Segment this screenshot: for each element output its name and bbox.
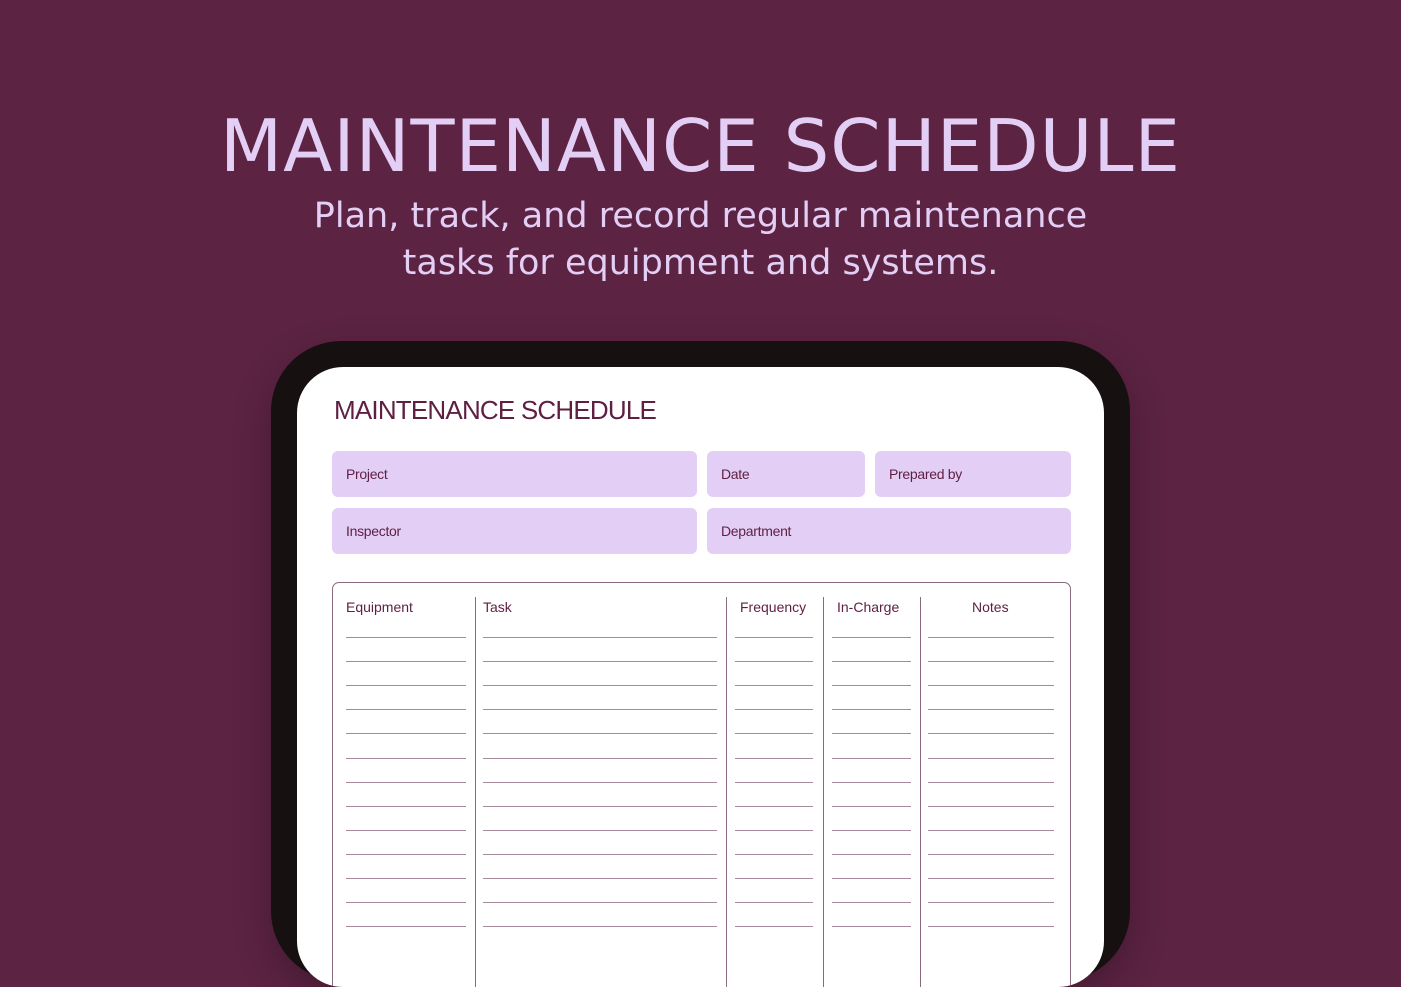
ruled-line[interactable] (483, 709, 717, 710)
ruled-line[interactable] (483, 854, 717, 855)
ruled-line[interactable] (483, 782, 717, 783)
ruled-line[interactable] (346, 709, 466, 710)
ruled-line[interactable] (928, 902, 1054, 903)
ruled-line[interactable] (735, 878, 813, 879)
ruled-line[interactable] (346, 637, 466, 638)
ruled-line[interactable] (735, 782, 813, 783)
column-task (475, 597, 727, 987)
ruled-line[interactable] (928, 854, 1054, 855)
ruled-line[interactable] (928, 637, 1054, 638)
ruled-line[interactable] (832, 854, 911, 855)
hero-title: MAINTENANCE SCHEDULE (220, 104, 1181, 188)
ruled-line[interactable] (928, 878, 1054, 879)
prepared-by-field[interactable] (875, 451, 1071, 497)
ruled-line[interactable] (735, 758, 813, 759)
column-header-task: Task (483, 599, 512, 615)
column-header-equipment: Equipment (346, 599, 413, 615)
column-frequency (726, 597, 824, 987)
ruled-line[interactable] (832, 782, 911, 783)
ruled-line[interactable] (735, 854, 813, 855)
ruled-line[interactable] (346, 878, 466, 879)
ruled-line[interactable] (832, 637, 911, 638)
ruled-line[interactable] (735, 637, 813, 638)
ruled-line[interactable] (928, 685, 1054, 686)
department-label: Department (721, 523, 792, 539)
ruled-line[interactable] (346, 854, 466, 855)
ruled-line[interactable] (483, 830, 717, 831)
ruled-line[interactable] (735, 685, 813, 686)
project-field[interactable] (332, 451, 697, 497)
ruled-line[interactable] (483, 661, 717, 662)
ruled-line[interactable] (483, 902, 717, 903)
ruled-line[interactable] (346, 661, 466, 662)
ruled-line[interactable] (832, 709, 911, 710)
ruled-line[interactable] (483, 733, 717, 734)
ruled-line[interactable] (928, 806, 1054, 807)
project-label: Project (346, 466, 388, 482)
ruled-line[interactable] (483, 637, 717, 638)
ruled-line[interactable] (735, 806, 813, 807)
column-header-frequency: Frequency (740, 599, 807, 615)
ruled-line[interactable] (346, 733, 466, 734)
ruled-line[interactable] (346, 806, 466, 807)
hero-subtitle-line-2: tasks for equipment and systems. (402, 243, 999, 283)
hero-subtitle-line-1: Plan, track, and record regular maintenance (313, 196, 1088, 236)
column-in-charge (823, 597, 921, 987)
ruled-line[interactable] (735, 926, 813, 927)
ruled-line[interactable] (832, 661, 911, 662)
column-header-notes: Notes (972, 599, 1009, 615)
ruled-line[interactable] (928, 733, 1054, 734)
ruled-line[interactable] (832, 878, 911, 879)
date-label: Date (721, 466, 750, 482)
ruled-line[interactable] (928, 661, 1054, 662)
column-notes (920, 597, 1071, 987)
schedule-table (332, 582, 1071, 987)
ruled-line[interactable] (483, 926, 717, 927)
department-field[interactable] (707, 508, 1071, 554)
ruled-line[interactable] (483, 806, 717, 807)
ruled-line[interactable] (483, 758, 717, 759)
ruled-line[interactable] (483, 685, 717, 686)
ruled-line[interactable] (483, 878, 717, 879)
ruled-line[interactable] (735, 733, 813, 734)
ruled-line[interactable] (832, 926, 911, 927)
ruled-line[interactable] (346, 926, 466, 927)
ruled-line[interactable] (735, 709, 813, 710)
prepared-by-label: Prepared by (889, 466, 962, 482)
ruled-line[interactable] (735, 902, 813, 903)
ruled-line[interactable] (346, 782, 466, 783)
ruled-line[interactable] (346, 685, 466, 686)
ruled-line[interactable] (832, 685, 911, 686)
document-screen (297, 367, 1104, 987)
ruled-line[interactable] (346, 830, 466, 831)
ruled-line[interactable] (928, 709, 1054, 710)
ruled-line[interactable] (346, 902, 466, 903)
document-title: MAINTENANCE SCHEDULE (334, 395, 657, 425)
ruled-line[interactable] (832, 830, 911, 831)
ruled-line[interactable] (735, 661, 813, 662)
column-header-in-charge: In-Charge (837, 599, 900, 615)
column-equipment (333, 597, 475, 987)
ruled-line[interactable] (928, 758, 1054, 759)
ruled-line[interactable] (928, 830, 1054, 831)
ruled-line[interactable] (832, 902, 911, 903)
ruled-line[interactable] (346, 758, 466, 759)
ruled-line[interactable] (928, 926, 1054, 927)
ruled-line[interactable] (832, 733, 911, 734)
ruled-line[interactable] (928, 782, 1054, 783)
ruled-line[interactable] (832, 806, 911, 807)
ruled-line[interactable] (832, 758, 911, 759)
date-field[interactable] (707, 451, 865, 497)
ruled-line[interactable] (735, 830, 813, 831)
inspector-field[interactable] (332, 508, 697, 554)
inspector-label: Inspector (346, 523, 401, 539)
